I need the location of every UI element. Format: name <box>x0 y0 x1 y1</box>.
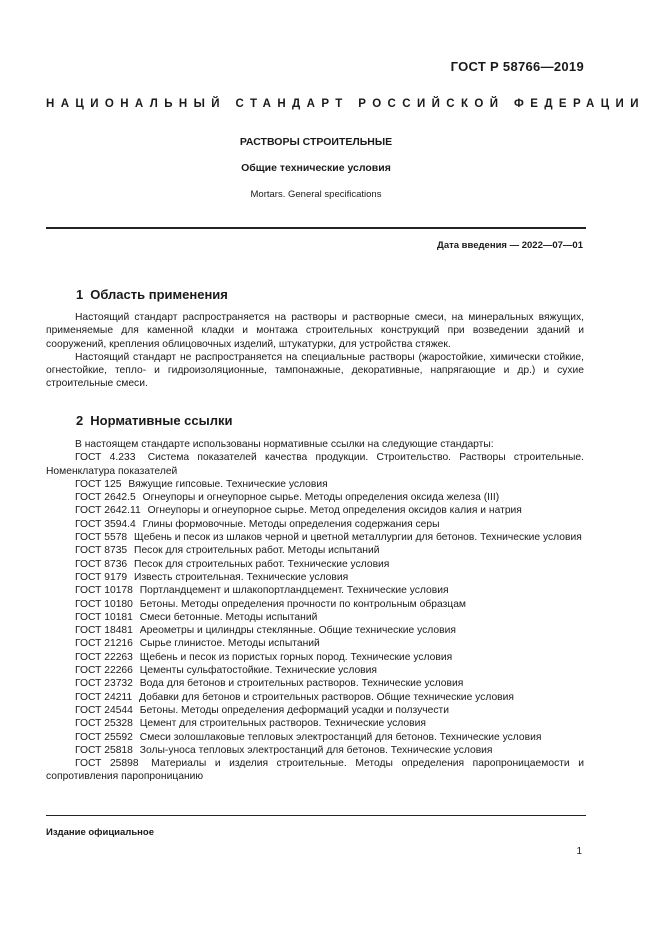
reference-code: ГОСТ 125 <box>75 478 122 490</box>
reference-item <box>46 531 584 544</box>
reference-code: ГОСТ 25328 <box>75 718 133 730</box>
reference-text: Материалы и изделия строительные. Методы определения паропроницаемости и сопротивления паропроницанию <box>46 758 584 783</box>
section-1-heading <box>76 287 228 302</box>
reference-item <box>46 704 584 717</box>
reference-item <box>46 691 584 704</box>
national-standard-banner: НАЦИОНАЛЬНЫЙ СТАНДАРТ РОССИЙСКОЙ ФЕДЕРАЦИИ <box>46 98 645 110</box>
gost-number: ГОСТ Р 58766—2019 <box>450 59 584 74</box>
reference-text: Смеси бетонные. Методы испытаний <box>139 611 318 623</box>
reference-code: ГОСТ 8736 <box>75 558 128 570</box>
reference-code: ГОСТ 25592 <box>75 731 133 743</box>
reference-code: ГОСТ 25818 <box>75 744 133 756</box>
reference-text: Песок для строительных работ. Методы испытаний <box>134 545 380 557</box>
reference-code: ГОСТ 10178 <box>75 585 133 597</box>
reference-text: Цементы сульфатостойкие. Технические условия <box>139 665 377 677</box>
reference-item <box>46 624 584 637</box>
official-edition-label: Издание официальное <box>46 827 154 838</box>
reference-item <box>46 584 584 597</box>
reference-text: Бетоны. Методы определения прочности по контрольным образцам <box>139 598 467 610</box>
reference-item <box>46 637 584 650</box>
reference-text: Огнеупоры и огнеупорное сырье. Метод определения оксидов калия и натрия <box>147 505 522 517</box>
section-title: Область применения <box>90 287 228 302</box>
reference-text: Портландцемент и шлакопортландцемент. Технические условия <box>139 585 449 597</box>
reference-item <box>46 717 584 730</box>
reference-code: ГОСТ 21216 <box>75 638 133 650</box>
reference-code: ГОСТ 24211 <box>75 691 133 703</box>
reference-text: Щебень и песок из шлаков черной и цветной металлургии для бетонов. Технические условия <box>134 532 582 544</box>
reference-item <box>46 598 584 611</box>
section-title: Нормативные ссылки <box>90 413 233 428</box>
reference-text: Огнеупоры и огнеупорное сырье. Методы определения оксида железа (III) <box>142 492 500 504</box>
title-divider <box>46 227 586 229</box>
reference-code: ГОСТ 24544 <box>75 704 133 716</box>
reference-text: Смеси золошлаковые тепловых электростанций для бетонов. Технические условия <box>139 731 542 743</box>
reference-code: ГОСТ 3594.4 <box>75 518 136 530</box>
reference-code: ГОСТ 2642.5 <box>75 492 136 504</box>
reference-code: ГОСТ 4.233 <box>75 452 136 464</box>
reference-code: ГОСТ 23732 <box>75 678 133 690</box>
reference-text: Известь строительная. Технические условия <box>134 571 349 583</box>
reference-code: ГОСТ 10180 <box>75 598 133 610</box>
reference-text: Бетоны. Методы определения деформаций усадки и ползучести <box>139 704 449 716</box>
reference-item <box>46 518 584 531</box>
reference-item <box>46 478 584 491</box>
reference-item <box>46 744 584 757</box>
reference-code: ГОСТ 5578 <box>75 532 128 544</box>
reference-code: ГОСТ 2642.11 <box>75 505 141 517</box>
reference-code: ГОСТ 18481 <box>75 625 133 637</box>
reference-item <box>46 611 584 624</box>
title-block <box>46 136 586 200</box>
reference-item <box>46 491 584 504</box>
reference-code: ГОСТ 8735 <box>75 545 128 557</box>
reference-code: ГОСТ 22266 <box>75 665 133 677</box>
normative-references <box>46 438 584 784</box>
reference-item <box>46 544 584 557</box>
reference-text: Цемент для строительных растворов. Технические условия <box>139 718 426 730</box>
reference-text: Сырье глинистое. Методы испытаний <box>139 638 320 650</box>
document-subtitle: Общие технические условия <box>241 162 391 174</box>
document-title: РАСТВОРЫ СТРОИТЕЛЬНЫЕ <box>239 136 393 148</box>
reference-item <box>46 571 584 584</box>
reference-item <box>46 757 584 784</box>
reference-code: ГОСТ 9179 <box>75 571 128 583</box>
reference-code: ГОСТ 10181 <box>75 611 133 623</box>
reference-item <box>46 664 584 677</box>
reference-text: Вяжущие гипсовые. Технические условия <box>128 478 328 490</box>
reference-text: Глины формовочные. Методы определения содержания серы <box>142 518 440 530</box>
page-number: 1 <box>576 846 582 857</box>
section-number: 2 <box>76 413 84 428</box>
paragraph: Настоящий стандарт не распространяется на специальные растворы (жаростойкие, химически стойкие, огнестойкие, тепло- и гидроизоляционные, тампонажные, декоративные, напрягающие и др.) и сухие строительные смеси. <box>46 351 584 390</box>
reference-code: ГОСТ 22263 <box>75 651 133 663</box>
reference-item <box>46 677 584 690</box>
reference-code: ГОСТ 25898 <box>75 758 139 770</box>
reference-item <box>46 558 584 571</box>
reference-text: Добавки для бетонов и строительных растворов. Общие технические условия <box>139 691 514 703</box>
reference-item <box>46 504 584 517</box>
reference-item <box>46 451 584 478</box>
references-intro: В настоящем стандарте использованы нормативные ссылки на следующие стандарты: <box>75 439 494 450</box>
reference-item <box>46 651 584 664</box>
reference-item <box>46 731 584 744</box>
section-2-heading <box>76 413 232 428</box>
footer-divider <box>46 815 586 816</box>
reference-text: Щебень и песок из пористых горных пород. Технические условия <box>139 651 453 663</box>
section-1-body <box>46 311 584 391</box>
reference-text: Песок для строительных работ. Технические условия <box>134 558 390 570</box>
reference-text: Золы-уноса тепловых электростанций для бетонов. Технические условия <box>139 744 493 756</box>
introduction-date: Дата введения — 2022—07—01 <box>437 240 583 251</box>
document-english-title: Mortars. General specifications <box>250 189 382 200</box>
section-number: 1 <box>76 287 84 302</box>
reference-text: Вода для бетонов и строительных растворов. Технические условия <box>139 678 464 690</box>
paragraph: Настоящий стандарт распространяется на растворы и растворные смеси, на минеральных вяжущих, применяемые для каменной кладки и монтажа строительных конструкций при возведении зданий и сооружений, крепления облицовочных изделий, штукатурки, для устройства стяжек. <box>46 312 584 350</box>
reference-text: Ареометры и цилиндры стеклянные. Общие технические условия <box>139 625 456 637</box>
reference-text: Система показателей качества продукции. Строительство. Растворы строительные. Номенклатура показателей <box>46 452 584 477</box>
